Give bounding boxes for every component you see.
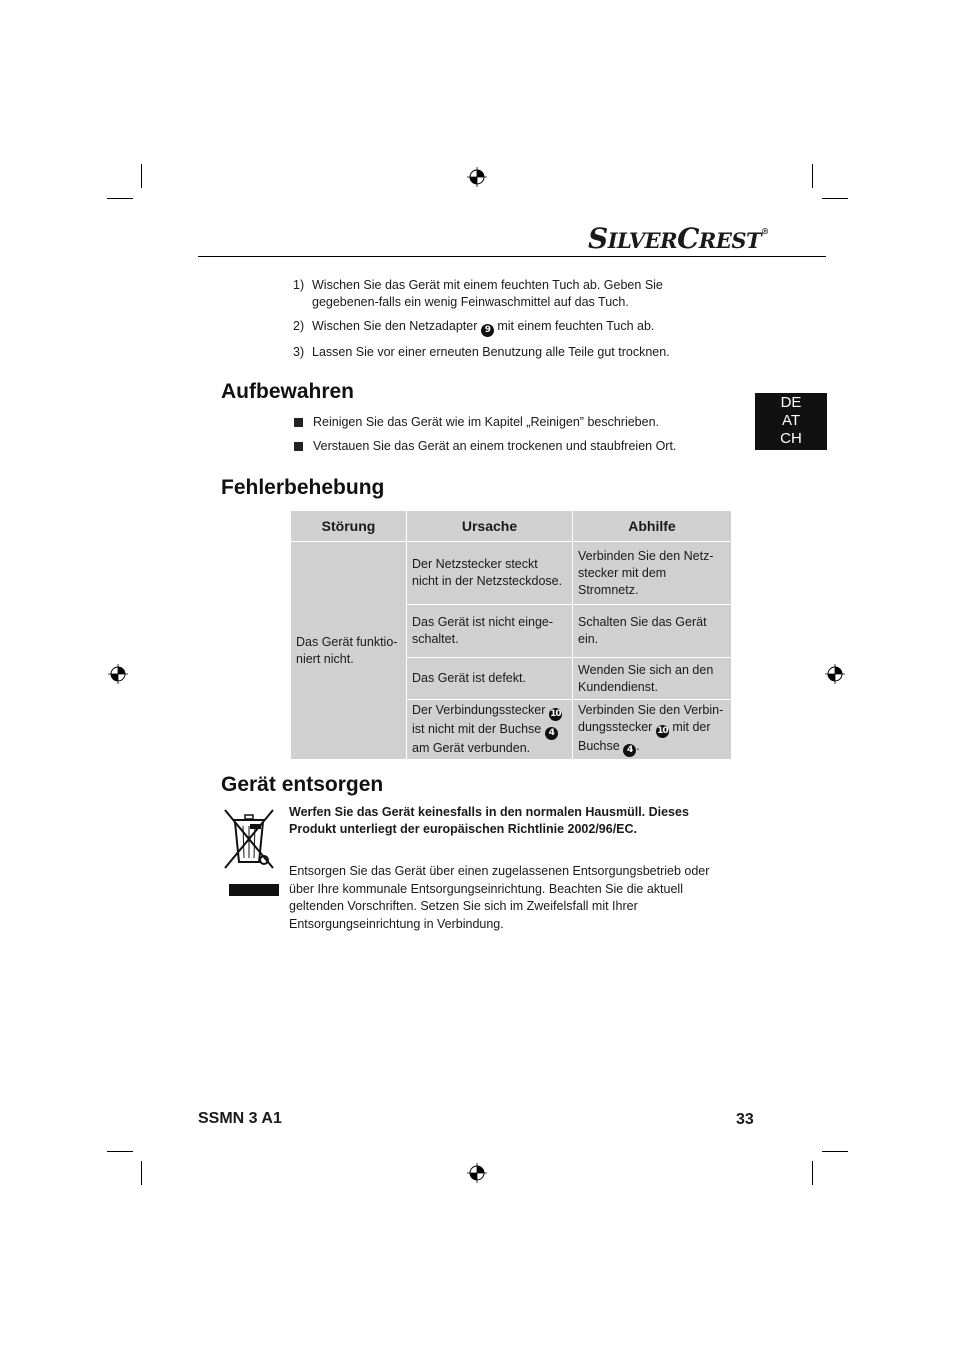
section-title-storage: Aufbewahren (221, 380, 355, 403)
list-item: Reinigen Sie das Gerät wie im Kapitel „Reinigen” beschrieben. (293, 414, 733, 431)
header-rule (198, 256, 826, 257)
page-number: 33 (736, 1111, 754, 1128)
crop-mark (141, 1161, 142, 1185)
section-title-troubleshooting: Fehlerbehebung (221, 476, 385, 499)
crop-mark (141, 164, 142, 188)
registration-mark-icon (467, 1163, 487, 1183)
part-number-icon: 4 (623, 744, 636, 757)
part-number-icon: 9 (481, 324, 494, 337)
bullet-square-icon (294, 418, 303, 427)
list-item: Verstauen Sie das Gerät an einem trockenen und staubfreien Ort. (293, 438, 733, 455)
column-header: Ursache (407, 511, 573, 542)
table-cell-cause: Der Verbindungsstecker 10 ist nicht mit der Buchse 4 am Gerät verbunden. (407, 700, 573, 760)
troubleshooting-table (290, 510, 732, 760)
brand-logo: SILVERCREST® (588, 222, 769, 255)
model-number: SSMN 3 A1 (198, 1110, 282, 1127)
list-item: 3) Lassen Sie vor einer erneuten Benutzung alle Teile gut trocknen. (293, 345, 670, 359)
column-header: Störung (291, 511, 407, 542)
table-header-row (291, 511, 732, 542)
table-cell-problem: Das Gerät funktio-niert nicht. (291, 542, 407, 760)
disposal-warning: Werfen Sie das Gerät keinesfalls in den normalen Hausmüll. Dieses Produkt unterliegt der europäischen Richtlinie 2002/96/EC. (289, 805, 689, 836)
table-row (291, 542, 732, 605)
registration-mark-icon (467, 167, 487, 187)
language-tab: DE AT CH (755, 393, 827, 450)
table-cell-fix: Schalten Sie das Gerät ein. (573, 605, 732, 658)
bullet-square-icon (294, 442, 303, 451)
registration-mark-icon (108, 664, 128, 684)
crop-mark (812, 1161, 813, 1185)
table-cell-fix: Verbinden Sie den Netz-stecker mit dem Stromnetz. (573, 542, 732, 605)
crop-mark (812, 164, 813, 188)
storage-list (293, 414, 733, 462)
table-cell-cause: Das Gerät ist nicht einge-schaltet. (407, 605, 573, 658)
part-number-icon: 4 (545, 727, 558, 740)
list-item: 2) Wischen Sie den Netzadapter 9 mit einem feuchten Tuch ab. (293, 319, 655, 335)
registration-mark-icon (825, 664, 845, 684)
disposal-text: Entsorgen Sie das Gerät über einen zugelassenen Entsorgungsbetrieb oder über Ihre kommunale Entsorgungseinrichtung. Beachten Sie die aktuell geltenden Vorschriften. Setzen Sie sich im Zweifelsfall mit Ihrer Entsorgungseinrichtung in Verbindung. (289, 864, 710, 931)
table-cell-cause: Das Gerät ist defekt. (407, 658, 573, 700)
table-cell-cause: Der Netzstecker steckt nicht in der Netzsteckdose. (407, 542, 573, 605)
part-number-icon: 10 (657, 726, 668, 736)
crop-mark (822, 198, 848, 199)
table-cell-fix: Wenden Sie sich an den Kundendienst. (573, 658, 732, 700)
crossed-out-bin-icon (223, 806, 279, 898)
section-title-disposal: Gerät entsorgen (221, 773, 384, 796)
cleaning-steps (293, 277, 733, 368)
crop-mark (107, 1151, 133, 1152)
crop-mark (822, 1151, 848, 1152)
list-item: 1) Wischen Sie das Gerät mit einem feuchten Tuch ab. Geben Sie gegebenen-falls ein wenig Feinwaschmittel auf das Tuch. (293, 278, 663, 309)
crop-mark (107, 198, 133, 199)
column-header: Abhilfe (573, 511, 732, 542)
part-number-icon: 10 (550, 709, 561, 719)
table-cell-fix: Verbinden Sie den Verbin-dungsstecker 10 mit der Buchse 4 . (573, 700, 732, 760)
